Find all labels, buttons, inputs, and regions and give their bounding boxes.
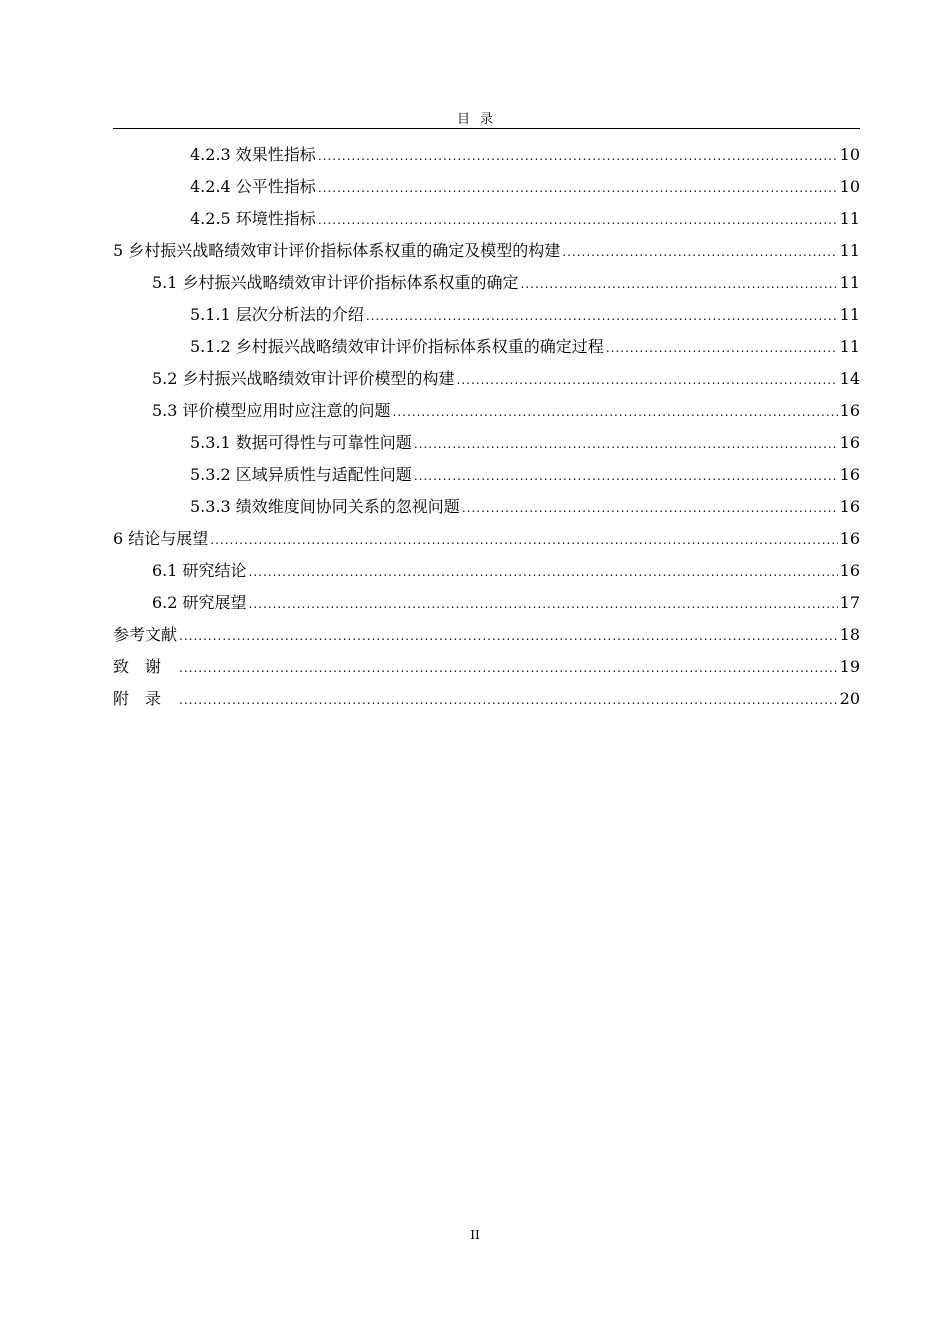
toc-entry-page: 16	[839, 433, 860, 452]
toc-leader-dots	[366, 300, 838, 332]
toc-entry[interactable]	[113, 267, 860, 299]
toc-entry-page: 16	[839, 529, 860, 548]
toc-entry-label: 5.3.3 绩效维度间协同关系的忽视问题	[190, 497, 460, 516]
toc-leader-dots	[606, 332, 838, 364]
toc-entry-label: 6.1 研究结论	[152, 561, 247, 580]
toc-entry[interactable]	[113, 203, 860, 235]
toc-entry-label: 5.2 乡村振兴战略绩效审计评价模型的构建	[152, 369, 455, 388]
toc-leader-dots	[179, 652, 838, 684]
toc-leader-dots	[414, 428, 838, 460]
toc-leader-dots	[457, 364, 838, 396]
toc-entry-label: 附录	[113, 689, 178, 708]
toc-leader-dots	[562, 236, 837, 268]
toc-entry[interactable]	[113, 331, 860, 363]
toc-entry[interactable]	[113, 619, 860, 651]
toc-leader-dots	[249, 588, 838, 620]
toc-entry[interactable]	[113, 491, 860, 523]
toc-entry[interactable]	[113, 523, 860, 555]
toc-entry-label: 致谢	[113, 657, 178, 676]
toc-entry[interactable]	[113, 235, 860, 267]
toc-entry[interactable]	[113, 171, 860, 203]
toc-entry[interactable]	[113, 683, 860, 715]
toc-entry-label: 4.2.3 效果性指标	[190, 145, 316, 164]
page-number: II	[470, 1228, 480, 1242]
toc-entry-label: 5 乡村振兴战略绩效审计评价指标体系权重的确定及模型的构建	[113, 241, 561, 260]
toc-entry-page: 16	[839, 497, 860, 516]
toc-leader-dots	[210, 524, 837, 556]
toc-entry[interactable]	[113, 139, 860, 171]
toc-entry-label: 5.3.2 区域异质性与适配性问题	[190, 465, 412, 484]
toc-entry-page: 11	[839, 241, 860, 260]
toc-entry-page: 14	[839, 369, 860, 388]
toc-entry[interactable]	[113, 651, 860, 683]
toc-entry-label: 5.1.2 乡村振兴战略绩效审计评价指标体系权重的确定过程	[190, 337, 604, 356]
toc-entry-label: 5.1 乡村振兴战略绩效审计评价指标体系权重的确定	[152, 273, 519, 292]
header-rule	[113, 128, 860, 129]
table-of-contents	[113, 139, 860, 715]
toc-entry-label: 6 结论与展望	[113, 529, 209, 548]
toc-leader-dots	[179, 684, 838, 716]
toc-leader-dots	[318, 172, 838, 204]
toc-leader-dots	[393, 396, 838, 428]
toc-entry[interactable]	[113, 555, 860, 587]
toc-entry-page: 20	[839, 689, 860, 708]
toc-entry-label: 5.1.1 层次分析法的介绍	[190, 305, 364, 324]
toc-leader-dots	[521, 268, 838, 300]
toc-entry-page: 11	[839, 273, 860, 292]
toc-entry[interactable]	[113, 299, 860, 331]
toc-entry[interactable]	[113, 459, 860, 491]
toc-leader-dots	[462, 492, 838, 524]
toc-entry-page: 10	[839, 177, 860, 196]
toc-entry-page: 16	[839, 401, 860, 420]
toc-entry-page: 11	[839, 337, 860, 356]
toc-entry[interactable]	[113, 363, 860, 395]
toc-entry[interactable]	[113, 587, 860, 619]
toc-entry-page: 18	[839, 625, 860, 644]
toc-entry-label: 4.2.5 环境性指标	[190, 209, 316, 228]
toc-leader-dots	[249, 556, 838, 588]
toc-leader-dots	[318, 204, 838, 236]
toc-entry-page: 16	[839, 561, 860, 580]
toc-entry-page: 11	[839, 305, 860, 324]
toc-entry[interactable]	[113, 395, 860, 427]
toc-entry-page: 10	[839, 145, 860, 164]
toc-entry-label: 5.3 评价模型应用时应注意的问题	[152, 401, 391, 420]
toc-leader-dots	[318, 140, 838, 172]
toc-entry-label: 5.3.1 数据可得性与可靠性问题	[190, 433, 412, 452]
toc-entry-page: 17	[839, 593, 860, 612]
toc-entry-page: 19	[839, 657, 860, 676]
toc-entry-label: 参考文献	[113, 625, 178, 644]
toc-entry-label: 6.2 研究展望	[152, 593, 247, 612]
toc-leader-dots	[414, 460, 838, 492]
toc-entry[interactable]	[113, 427, 860, 459]
toc-entry-page: 11	[839, 209, 860, 228]
toc-leader-dots	[179, 620, 838, 652]
toc-entry-label: 4.2.4 公平性指标	[190, 177, 316, 196]
running-header-title: 目录	[456, 112, 503, 127]
toc-entry-page: 16	[839, 465, 860, 484]
